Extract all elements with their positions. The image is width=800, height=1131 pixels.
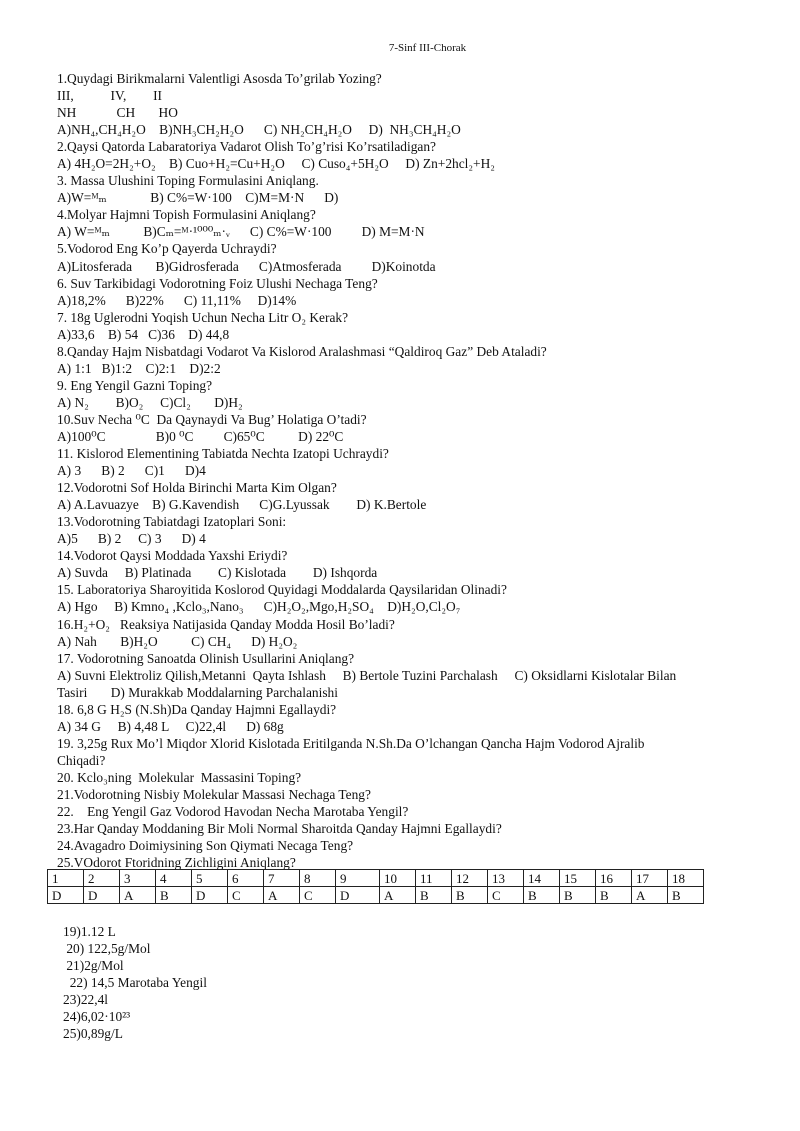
answer-key-answer-cell: A <box>120 887 156 904</box>
question-line: Chiqadi? <box>57 752 106 768</box>
question-line: 24.Avagadro Doimiysining Son Qiymati Necaga Teng? <box>57 838 354 854</box>
question-line: 8.Qanday Hajm Nisbatdagi Vodarot Va Kislorod Aralashmasi “Qaldiroq Gaz” Deb Ataladi? <box>57 343 547 359</box>
answer-key-number-cell: 10 <box>380 870 416 887</box>
page-header: 7-Sinf III-Chorak <box>388 42 467 54</box>
question-line: 4.Molyar Hajmni Topish Formulasini Aniqlang? <box>57 207 316 223</box>
answer-key-answers-row <box>48 887 704 904</box>
answer-key-number-cell: 13 <box>488 870 524 887</box>
answer-key-answer-cell: B <box>668 887 704 904</box>
answer-key-number-cell: 16 <box>596 870 632 887</box>
question-line: 1.Quydagi Birikmalarni Valentligi Asosda To’grilab Yozing? <box>57 71 382 86</box>
answer-key-answer-cell: B <box>452 887 488 904</box>
answer-key-number-cell: 8 <box>300 870 336 887</box>
solution-line: 22) 14,5 Marotaba Yengil <box>63 975 207 990</box>
question-line: 13.Vodorotning Tabiatdagi Izatoplari Soni: <box>57 514 287 530</box>
question-line: 23.Har Qanday Moddaning Bir Moli Normal Sharoitda Qanday Hajmni Egallaydi? <box>57 821 502 837</box>
solution-line: 25)0,89g/L <box>63 1026 123 1041</box>
question-line: Tasiri D) Murakkab Moddalarning Parchalanishi <box>57 684 338 700</box>
question-line: 16.H₂+O₂ Reaksiya Natijasida Qanday Modda Hosil Bo’ladi? <box>57 616 395 632</box>
solution-line: 24)6,02·10²³ <box>63 1009 131 1024</box>
question-list <box>57 70 757 871</box>
question-line: 21.Vodorotning Nisbiy Molekular Massasi Nechaga Teng? <box>57 786 371 802</box>
question-line: A) 3 B) 2 C)1 D)4 <box>57 463 206 479</box>
question-line: A) N₂ B)O₂ C)Cl₂ D)H₂ <box>57 394 243 410</box>
answer-key-number-cell: 11 <box>416 870 452 887</box>
question-line: A) 4H₂O=2H₂+O₂ B) Cuo+H₂=Cu+H₂O C) Cuso₄+5H₂O D) Zn+2hcl₂+H₂ <box>57 156 495 172</box>
question-line: 20. Kclo₃ning Molekular Massasini Toping? <box>57 769 302 785</box>
question-line: 15. Laboratoriya Sharoyitida Koslorod Quyidagi Moddalarda Qaysilaridan Olinadi? <box>57 582 507 598</box>
question-line: 9. Eng Yengil Gazni Toping? <box>57 377 213 393</box>
question-line: A) W=ᴹₘ B)Cₘ=ᴹ·¹⁰⁰⁰ₘ·ᵥ C) C%=W·100 D) M=M·N <box>57 224 425 240</box>
answer-key-number-cell: 9 <box>336 870 380 887</box>
answer-key-number-cell: 5 <box>192 870 228 887</box>
solution-line: 23)22,4l <box>63 992 109 1007</box>
answer-key-number-cell: 15 <box>560 870 596 887</box>
question-line: NH CH HO <box>57 105 178 121</box>
answer-key-number-cell: 12 <box>452 870 488 887</box>
question-line: 25.VOdorot Ftoridning Zichligini Aniqlang? <box>57 855 296 871</box>
answer-key-number-cell: 2 <box>84 870 120 887</box>
solutions-list <box>63 923 207 1042</box>
answer-key-number-cell: 18 <box>668 870 704 887</box>
question-line: 17. Vodorotning Sanoatda Olinish Usullarini Aniqlang? <box>57 650 355 666</box>
question-line: 22. Eng Yengil Gaz Vodorod Havodan Necha Marotaba Yengil? <box>57 804 409 820</box>
question-line: 2.Qaysi Qatorda Labaratoriya Vadarot Olish To’g’risi Ko’rsatiladigan? <box>57 139 436 155</box>
question-line: 5.Vodorod Eng Ko’p Qayerda Uchraydi? <box>57 241 277 257</box>
question-line: 14.Vodorot Qaysi Moddada Yaxshi Eriydi? <box>57 548 288 564</box>
question-line: A) Nah B)H₂O C) CH₄ D) H₂O₂ <box>57 633 298 649</box>
question-line: 12.Vodorotni Sof Holda Birinchi Marta Kim Olgan? <box>57 480 337 496</box>
answer-key-number-cell: 14 <box>524 870 560 887</box>
question-line: 19. 3,25g Rux Mo’l Miqdor Xlorid Kislotada Eritilganda N.Sh.Da O’lchangan Qancha Hajm Vodorod Ajralib <box>57 735 645 751</box>
answer-key-answer-cell: A <box>380 887 416 904</box>
answer-key-number-cell: 6 <box>228 870 264 887</box>
solution-line: 19)1.12 L <box>63 924 116 939</box>
question-line: A)NH₄,CH₄H₂O B)NH₃CH₂H₂O C) NH₂CH₄H₂O D) NH₃CH₄H₂O <box>57 122 461 138</box>
question-line: 6. Suv Tarkibidagi Vodorotning Foiz Ulushi Nechaga Teng? <box>57 275 378 291</box>
answer-key-answer-cell: D <box>336 887 380 904</box>
answer-key-answer-cell: B <box>560 887 596 904</box>
answer-key-answer-cell: C <box>300 887 336 904</box>
question-line: III, IV, II <box>57 88 162 104</box>
answer-key-answer-cell: A <box>264 887 300 904</box>
answer-key-answer-cell: B <box>524 887 560 904</box>
answer-key-number-cell: 7 <box>264 870 300 887</box>
question-line: A)33,6 B) 54 C)36 D) 44,8 <box>57 326 230 342</box>
question-line: A) Suvni Elektroliz Qilish,Metanni Qayta Ishlash B) Bertole Tuzini Parchalash C) Oksidlarni Kislotalar Bilan <box>57 667 677 683</box>
question-line: A) 34 G B) 4,48 L C)22,4l D) 68g <box>57 718 284 734</box>
question-line: 7. 18g Uglerodni Yoqish Uchun Necha Litr O₂ Kerak? <box>57 309 349 325</box>
question-line: A) 1:1 B)1:2 C)2:1 D)2:2 <box>57 360 221 376</box>
answer-key-answer-cell: C <box>488 887 524 904</box>
question-line: A)100⁰C B)0 ⁰C C)65⁰C D) 22⁰C <box>57 428 344 444</box>
question-line: A)W=ᴹₘ B) C%=W·100 C)M=M·N D) <box>57 190 339 206</box>
question-line: A) Suvda B) Platinada C) Kislotada D) Ishqorda <box>57 565 378 581</box>
solution-line: 21)2g/Mol <box>63 958 124 973</box>
solution-line: 20) 122,5g/Mol <box>63 941 151 956</box>
answer-key-number-cell: 3 <box>120 870 156 887</box>
answer-key-answer-cell: B <box>156 887 192 904</box>
answer-key-numbers-row <box>48 870 704 887</box>
answer-key-number-cell: 4 <box>156 870 192 887</box>
answer-key-answer-cell: B <box>416 887 452 904</box>
answer-key-table <box>47 869 704 904</box>
question-line: 10.Suv Necha ⁰C Da Qaynaydi Va Bug’ Holatiga O’tadi? <box>57 411 367 427</box>
answer-key-answer-cell: D <box>48 887 84 904</box>
question-line: A)5 B) 2 C) 3 D) 4 <box>57 531 206 547</box>
question-line: 18. 6,8 G H₂S (N.Sh)Da Qanday Hajmni Egallaydi? <box>57 701 337 717</box>
question-line: A) Hgo B) Kmno₄ ,Kclo₃,Nano₃ C)H₂O₂,Mgo,H₂SO₄ D)H₂O,Cl₂O₇ <box>57 599 461 615</box>
answer-key-number-cell: 17 <box>632 870 668 887</box>
answer-key-answer-cell: D <box>192 887 228 904</box>
question-line: 11. Kislorod Elementining Tabiatda Nechta Izatopi Uchraydi? <box>57 446 389 462</box>
answer-key-answer-cell: D <box>84 887 120 904</box>
answer-key-number-cell: 1 <box>48 870 84 887</box>
question-line: A) A.Lavuazye B) G.Kavendish C)G.Lyussak D) K.Bertole <box>57 497 427 513</box>
answer-key-answer-cell: B <box>596 887 632 904</box>
answer-key-answer-cell: C <box>228 887 264 904</box>
question-line: A)Litosferada B)Gidrosferada C)Atmosferada D)Koinotda <box>57 258 436 274</box>
question-line: 3. Massa Ulushini Toping Formulasini Aniqlang. <box>57 173 319 189</box>
question-line: A)18,2% B)22% C) 11,11% D)14% <box>57 292 297 308</box>
answer-key-answer-cell: A <box>632 887 668 904</box>
